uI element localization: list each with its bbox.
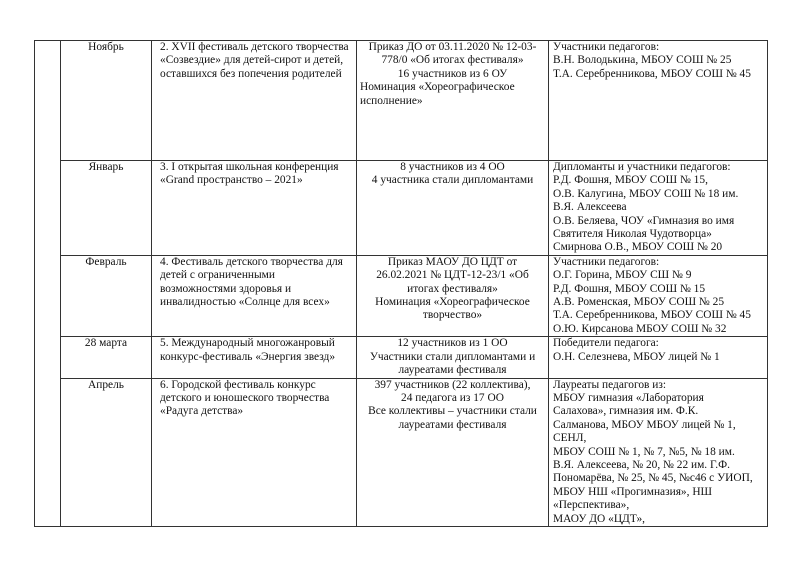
teacher-line: Р.Д. Фошня, МБОУ СОШ № 15 <box>553 282 706 295</box>
result-line: Номинация «Хореографическое <box>375 296 530 309</box>
result-line: творчество» <box>422 309 483 322</box>
result-line: лауреатами фестиваля <box>398 418 507 431</box>
result-line: 8 участников из 4 ОО <box>400 161 505 173</box>
result-cell <box>357 337 549 378</box>
event-text: 3. I открытая школьная конференция «Grand пространство – 2021» <box>160 161 339 187</box>
month-cell <box>61 41 152 161</box>
teacher-line: О.Ю. Кирсанова МБОУ СОШ № 32 <box>553 322 727 335</box>
teacher-line: В.Я. Алексеева, № 20, № 22 им. Г.Ф. <box>553 458 730 471</box>
result-cell <box>357 41 549 161</box>
event-cell <box>152 161 357 256</box>
result-line: Номинация «Хореографическое <box>360 81 515 94</box>
result-line: лауреатами фестиваля <box>398 364 507 377</box>
teachers-cell <box>549 255 768 336</box>
month-cell <box>61 255 152 336</box>
teacher-line: Смирнова О.В., МБОУ СОШ № 20 <box>553 241 723 254</box>
teacher-line: Участники педагогов: <box>553 255 660 268</box>
teacher-line: Салахова», гимназия им. Ф.К. <box>553 405 699 418</box>
table-row <box>35 41 768 161</box>
teacher-line: Святителя Николая Чудотворца» <box>553 228 712 241</box>
teachers-cell <box>549 161 768 256</box>
result-line: 26.02.2021 № ЦДТ-12-23/1 «Об <box>376 269 529 282</box>
result-line: 397 участников (22 коллектива), <box>374 378 531 391</box>
table-row <box>35 161 768 256</box>
teacher-line: МБОУ гимназия «Лаборатория <box>553 391 704 404</box>
teacher-line: «Перспектива», <box>553 499 630 512</box>
teacher-line: МАОУ ДО «ЦДТ», <box>553 512 646 525</box>
result-line: Приказ ДО от 03.11.2020 № 12-03- <box>368 41 537 53</box>
month-text: Февраль <box>85 255 127 268</box>
index-column-cell <box>35 41 61 527</box>
result-line: итогах фестиваля» <box>407 282 498 295</box>
result-line: исполнение» <box>360 94 423 107</box>
teacher-line: МБОУ СОШ № 1, № 7, №5, № 18 им. <box>553 445 735 458</box>
teacher-line: В.Я. Алексеева <box>553 201 627 214</box>
teacher-line: Участники педагогов: <box>553 41 660 53</box>
month-cell <box>61 161 152 256</box>
teachers-cell <box>549 337 768 378</box>
result-cell <box>357 378 549 526</box>
month-cell <box>61 378 152 526</box>
result-cell <box>357 255 549 336</box>
month-cell <box>61 337 152 378</box>
result-line: Участники стали дипломантами и <box>369 350 536 363</box>
teacher-line: А.В. Роменская, МБОУ СОШ № 25 <box>553 296 725 309</box>
teachers-cell <box>549 378 768 526</box>
result-line: 12 участников из 1 ОО <box>397 337 508 350</box>
result-line: Все коллективы – участники стали <box>368 405 537 418</box>
month-text: Ноябрь <box>88 41 124 53</box>
event-cell <box>152 337 357 378</box>
result-line: 24 педагога из 17 ОО <box>401 391 504 404</box>
result-cell <box>357 161 549 256</box>
teacher-line: Р.Д. Фошня, МБОУ СОШ № 15, <box>553 174 708 187</box>
teacher-line: МБОУ НШ «Прогимназия», НШ <box>553 485 713 498</box>
teacher-line: Победители педагога: <box>553 337 659 350</box>
teacher-line: О.Н. Селезнева, МБОУ лицей № 1 <box>553 350 720 363</box>
result-line: 4 участника стали дипломантами <box>371 174 534 187</box>
teacher-line: Т.А. Серебренникова, МБОУ СОШ № 45 <box>553 309 751 322</box>
event-cell <box>152 41 357 161</box>
result-line: Приказ МАОУ ДО ЦДТ от <box>387 255 518 268</box>
table-row <box>35 378 768 526</box>
event-text: 6. Городской фестиваль конкурс детского и юношеского творчества «Радуга детства» <box>160 378 330 418</box>
event-text: 4. Фестиваль детского творчества для детей с ограниченными возможностями здоровья и инвалидностью «Солнце для всех» <box>160 255 343 309</box>
event-text: 2. XVII фестиваль детского творчества «Созвездие» для детей-сирот и детей, оставшихся без попечения родителей <box>160 41 349 80</box>
event-cell <box>152 378 357 526</box>
teacher-line: В.Н. Володькина, МБОУ СОШ № 25 <box>553 54 732 67</box>
month-text: Апрель <box>88 378 124 391</box>
teacher-line: Т.А. Серебренникова, МБОУ СОШ № 45 <box>553 67 751 80</box>
result-line: 16 участников из 6 ОУ <box>397 67 508 80</box>
teacher-line: Салманова, МБОУ МБОУ лицей № 1, <box>553 418 736 431</box>
event-cell <box>152 255 357 336</box>
month-text: 28 марта <box>84 337 128 350</box>
table-row <box>35 337 768 378</box>
teachers-cell <box>549 41 768 161</box>
teacher-line: О.В. Беляева, ЧОУ «Гимназия во имя <box>553 214 735 227</box>
table-row <box>35 255 768 336</box>
event-text: 5. Международный многожанровый конкурс-фестиваль «Энергия звезд» <box>160 337 336 363</box>
teacher-line: СЕНЛ, <box>553 432 587 445</box>
result-line: 778/0 «Об итогах фестиваля» <box>381 54 524 67</box>
month-text: Январь <box>88 161 124 173</box>
teacher-line: О.Г. Горина, МБОУ СШ № 9 <box>553 269 692 282</box>
teacher-line: Дипломанты и участники педагогов: <box>553 161 731 173</box>
events-table <box>34 40 768 527</box>
teacher-line: Лауреаты педагогов из: <box>553 378 667 391</box>
teacher-line: О.В. Калугина, МБОУ СОШ № 18 им. <box>553 187 739 200</box>
teacher-line: Пономарёва, № 25, № 45, №с46 с УИОП, <box>553 472 753 485</box>
